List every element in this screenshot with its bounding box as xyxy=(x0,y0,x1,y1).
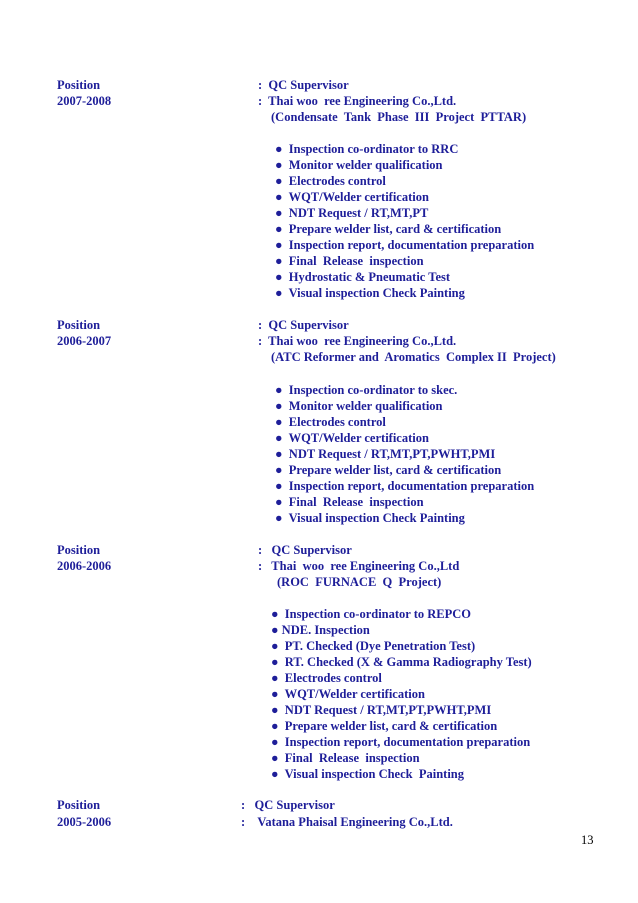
position-years: 2007-2008 xyxy=(57,94,112,108)
project-name: (ROC FURNACE Q Project) xyxy=(277,575,442,589)
list-item: ● Final Release inspection xyxy=(271,751,420,765)
list-item: ● Prepare welder list, card & certification xyxy=(275,222,502,236)
position-label: Position xyxy=(57,318,101,332)
company-name: : Thai woo ree Engineering Co.,Ltd. xyxy=(258,94,457,108)
position-title: : QC Supervisor xyxy=(258,318,349,332)
project-name: (Condensate Tank Phase III Project PTTAR) xyxy=(271,110,527,124)
list-item: ● Inspection co-ordinator to REPCO xyxy=(271,607,472,621)
list-item: ● WQT/Welder certification xyxy=(275,190,429,204)
page-number: 13 xyxy=(581,833,594,847)
position-label: Position xyxy=(57,78,101,92)
list-item: ● Visual inspection Check Painting xyxy=(275,511,465,525)
list-item: ● Monitor welder qualification xyxy=(275,158,443,172)
list-item: ● Monitor welder qualification xyxy=(275,399,443,413)
list-item: ● Inspection report, documentation preparation xyxy=(275,479,535,493)
list-item: ● NDT Request / RT,MT,PT,PWHT,PMI xyxy=(275,447,496,461)
position-years: 2006-2007 xyxy=(57,334,112,348)
list-item: ● Prepare welder list, card & certification xyxy=(271,719,498,733)
position-title: : QC Supervisor xyxy=(258,78,349,92)
list-item: ● Inspection co-ordinator to RRC xyxy=(275,142,459,156)
list-item: ● Inspection report, documentation preparation xyxy=(275,238,535,252)
position-years: 2006-2006 xyxy=(57,559,112,573)
list-item: ● Visual inspection Check Painting xyxy=(271,767,464,781)
list-item: ● RT. Checked (X & Gamma Radiography Test) xyxy=(271,655,532,669)
company-name: : Thai woo ree Engineering Co.,Ltd xyxy=(258,559,460,573)
company-name: : Thai woo ree Engineering Co.,Ltd. xyxy=(258,334,457,348)
position-label: Position xyxy=(57,543,101,557)
list-item: ● Electrodes control xyxy=(275,415,386,429)
list-item: ● Final Release inspection xyxy=(275,495,424,509)
list-item: ● Final Release inspection xyxy=(275,254,424,268)
list-item: ● Electrodes control xyxy=(271,671,382,685)
position-title: : QC Supervisor xyxy=(241,798,335,812)
list-item: ● NDT Request / RT,MT,PT,PWHT,PMI xyxy=(271,703,492,717)
list-item: ● PT. Checked (Dye Penetration Test) xyxy=(271,639,476,653)
position-years: 2005-2006 xyxy=(57,815,112,829)
position-title: : QC Supervisor xyxy=(258,543,352,557)
list-item: ● Visual inspection Check Painting xyxy=(275,286,465,300)
list-item: ● WQT/Welder certification xyxy=(275,431,429,445)
list-item: ● NDE. Inspection xyxy=(271,623,370,637)
company-name: : Vatana Phaisal Engineering Co.,Ltd. xyxy=(241,815,453,829)
list-item: ● Electrodes control xyxy=(275,174,386,188)
list-item: ● Inspection report, documentation preparation xyxy=(271,735,531,749)
list-item: ● Prepare welder list, card & certification xyxy=(275,463,502,477)
list-item: ● WQT/Welder certification xyxy=(271,687,425,701)
list-item: ● Inspection co-ordinator to skec. xyxy=(275,383,458,397)
list-item: ● Hydrostatic & Pneumatic Test xyxy=(275,270,451,284)
position-label: Position xyxy=(57,798,101,812)
project-name: (ATC Reformer and Aromatics Complex II Project) xyxy=(271,350,556,364)
list-item: ● NDT Request / RT,MT,PT xyxy=(275,206,429,220)
